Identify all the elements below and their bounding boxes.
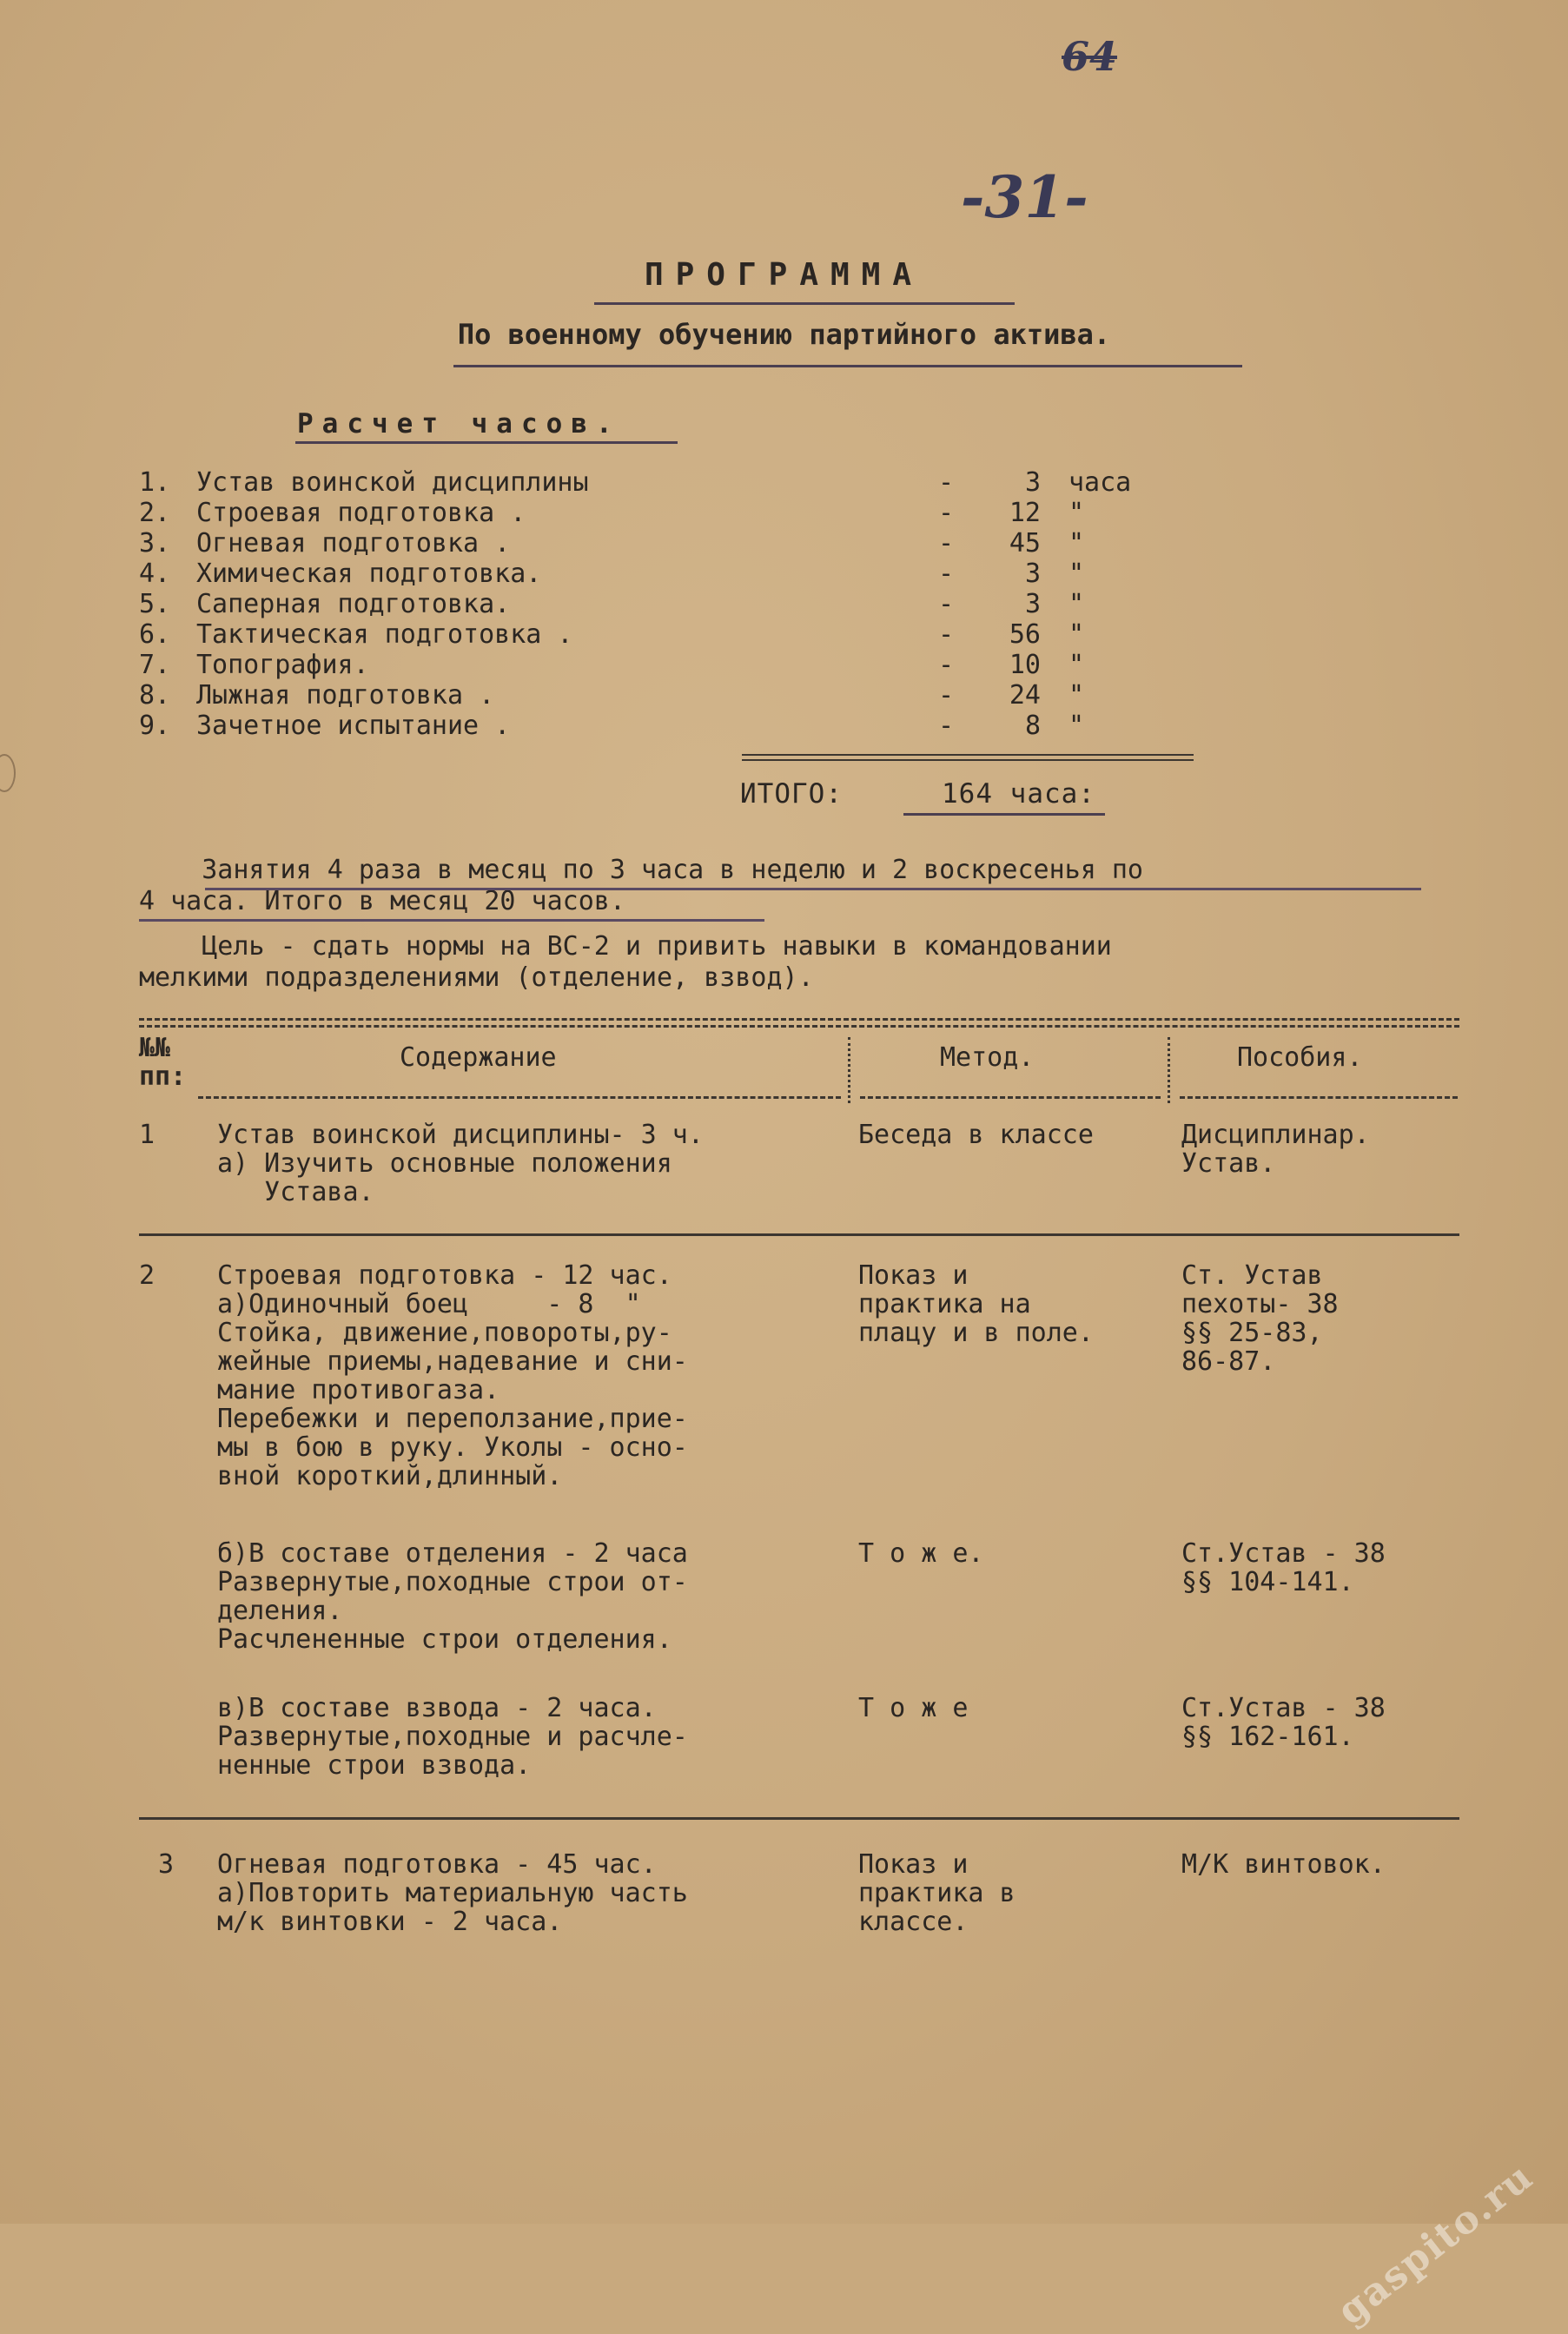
hours-item-label: Саперная подготовка.	[196, 589, 511, 619]
row-content: в)В составе взвода - 2 часа. Развернутые,походные и расчле- ненные строи взвода.	[217, 1693, 688, 1781]
hours-item	[139, 498, 1181, 528]
goal-note-line1: Цель - сдать нормы на ВС-2 и привить навыки в командовании	[139, 931, 1112, 962]
hours-item-label: Устав воинской дисциплины	[196, 467, 589, 498]
total-value: 164 часа:	[942, 778, 1095, 810]
document-subtitle: По военному обучению партийного актива.	[457, 318, 1111, 351]
hours-item-dash: -	[938, 528, 955, 559]
row-content: Устав воинской дисциплины- 3 ч. а) Изучить основные положения Устава.	[217, 1120, 704, 1207]
hours-item-value: 45	[1009, 528, 1041, 559]
hours-item-number: 3.	[139, 528, 171, 559]
row-materials: Ст.Устав - 38 §§ 104-141.	[1181, 1538, 1386, 1597]
col-sep-1	[848, 1037, 850, 1103]
schedule-underline	[205, 888, 1421, 890]
row-content: Строевая подготовка - 12 час. а)Одиночный боец - 8 " Стойка, движение,повороты,ру- жейные приемы,надевание и сни- мание противогаза. Перебежки и переползание,прие- мы в бою в руку. Уколы - осно- вной короткий,длинный.	[217, 1260, 688, 1491]
row-method: Показ и практика в классе.	[858, 1849, 1016, 1937]
hours-item-label: Тактическая подготовка .	[196, 619, 573, 650]
hours-item-value: 10	[1009, 650, 1041, 680]
hours-item-label: Химическая подготовка.	[196, 559, 542, 589]
hours-item	[139, 559, 1181, 589]
hours-item-value: 3	[1024, 559, 1041, 589]
hours-item-label: Лыжная подготовка .	[196, 680, 495, 711]
hours-item-number: 8.	[139, 680, 171, 711]
goal-note-line2: мелкими подразделениями (отделение, взвод).	[139, 962, 814, 993]
schedule-note-line1: Занятия 4 раза в месяц по 3 часа в неделю и 2 воскресенья по	[139, 855, 1143, 885]
row-content: б)В составе отделения - 2 часа Развернутые,походные строи от- деления. Расчлененные строи отделения.	[217, 1538, 688, 1655]
header-content: Содержание	[400, 1042, 557, 1073]
hours-item-number: 9.	[139, 711, 171, 741]
row-method: Т о ж е.	[858, 1538, 984, 1569]
schedule-underline-2	[139, 919, 764, 922]
hours-item-unit: "	[1068, 589, 1085, 619]
hours-item	[139, 650, 1181, 680]
header-num: №№ пп:	[139, 1033, 187, 1092]
row-materials: Ст.Устав - 38 §§ 162-161.	[1181, 1693, 1386, 1752]
hours-item-dash: -	[938, 650, 955, 680]
row-materials: Ст. Устав пехоты- 38 §§ 25-83, 86-87.	[1181, 1260, 1339, 1377]
hours-item	[139, 680, 1181, 711]
page-number: -31-	[961, 163, 1088, 231]
total-underline	[903, 813, 1105, 816]
hours-item-unit: "	[1068, 528, 1085, 559]
hours-item-dash: -	[938, 559, 955, 589]
hours-item	[139, 589, 1181, 619]
hours-item-label: Топография.	[196, 650, 369, 680]
hours-item-value: 8	[1024, 711, 1041, 741]
row-method: Показ и практика на плацу и в поле.	[858, 1260, 1094, 1348]
watermark: gaspito.ru	[1329, 2153, 1542, 2334]
hours-item-number: 6.	[139, 619, 171, 650]
row2-bottom-rule	[139, 1817, 1459, 1820]
hours-item	[139, 467, 1181, 498]
hours-list	[139, 467, 1181, 741]
title-underline	[594, 302, 1015, 305]
row-materials: М/К винтовок.	[1181, 1849, 1386, 1880]
hours-item-dash: -	[938, 711, 955, 741]
total-label: ИТОГО:	[740, 778, 843, 810]
hours-item-number: 4.	[139, 559, 171, 589]
hours-item-value: 24	[1009, 680, 1041, 711]
header-method: Метод.	[940, 1042, 1035, 1073]
table-top-rule-2	[139, 1025, 1459, 1028]
hours-item	[139, 528, 1181, 559]
hours-item-number: 1.	[139, 467, 171, 498]
hours-item-unit: "	[1068, 619, 1085, 650]
hours-item	[139, 619, 1181, 650]
hours-item-unit: часа	[1068, 467, 1132, 498]
hours-item-number: 5.	[139, 589, 171, 619]
row-number: 3	[158, 1849, 175, 1880]
subtitle-underline	[453, 365, 1242, 367]
hours-item-number: 2.	[139, 498, 171, 528]
hours-item-value: 3	[1024, 467, 1041, 498]
table-top-rule	[139, 1018, 1459, 1021]
col-sep-2	[1168, 1037, 1170, 1103]
hours-item-value: 56	[1009, 619, 1041, 650]
row-method: Беседа в классе	[858, 1120, 1094, 1150]
hours-item-label: Строевая подготовка .	[196, 498, 526, 528]
hours-item	[139, 711, 1181, 741]
hours-item-value: 3	[1024, 589, 1041, 619]
schedule-note-line2: 4 часа. Итого в месяц 20 часов.	[139, 886, 625, 916]
hours-item-dash: -	[938, 498, 955, 528]
hours-item-label: Зачетное испытание .	[196, 711, 511, 741]
row-materials: Дисциплинар. Устав.	[1181, 1120, 1370, 1179]
hours-item-unit: "	[1068, 650, 1085, 680]
header-materials: Пособия.	[1237, 1042, 1363, 1073]
total-rule	[742, 754, 1194, 761]
row-method: Т о ж е	[858, 1693, 969, 1723]
header-bottom-rule-b	[860, 1096, 1161, 1099]
hours-item-dash: -	[938, 619, 955, 650]
hours-item-unit: "	[1068, 498, 1085, 528]
punch-hole	[0, 754, 16, 792]
hours-item-unit: "	[1068, 559, 1085, 589]
row-number: 1	[139, 1120, 155, 1150]
hours-item-unit: "	[1068, 711, 1085, 741]
header-bottom-rule-a	[198, 1096, 841, 1099]
hours-item-dash: -	[938, 467, 955, 498]
archive-number: 64	[1062, 33, 1118, 80]
row-content: Огневая подготовка - 45 час. а)Повторить материальную часть м/к винтовки - 2 часа.	[217, 1849, 688, 1937]
hours-item-dash: -	[938, 589, 955, 619]
hours-item-unit: "	[1068, 680, 1085, 711]
hours-item-number: 7.	[139, 650, 171, 680]
row-number: 2	[139, 1260, 155, 1291]
hours-item-label: Огневая подготовка .	[196, 528, 511, 559]
document-title: ПРОГРАММА	[644, 257, 924, 293]
header-bottom-rule-c	[1180, 1096, 1458, 1099]
hours-heading: Расчет часов.	[297, 408, 621, 440]
hours-heading-underline	[295, 441, 678, 444]
hours-item-value: 12	[1009, 498, 1041, 528]
row1-bottom-rule	[139, 1233, 1459, 1236]
hours-item-dash: -	[938, 680, 955, 711]
